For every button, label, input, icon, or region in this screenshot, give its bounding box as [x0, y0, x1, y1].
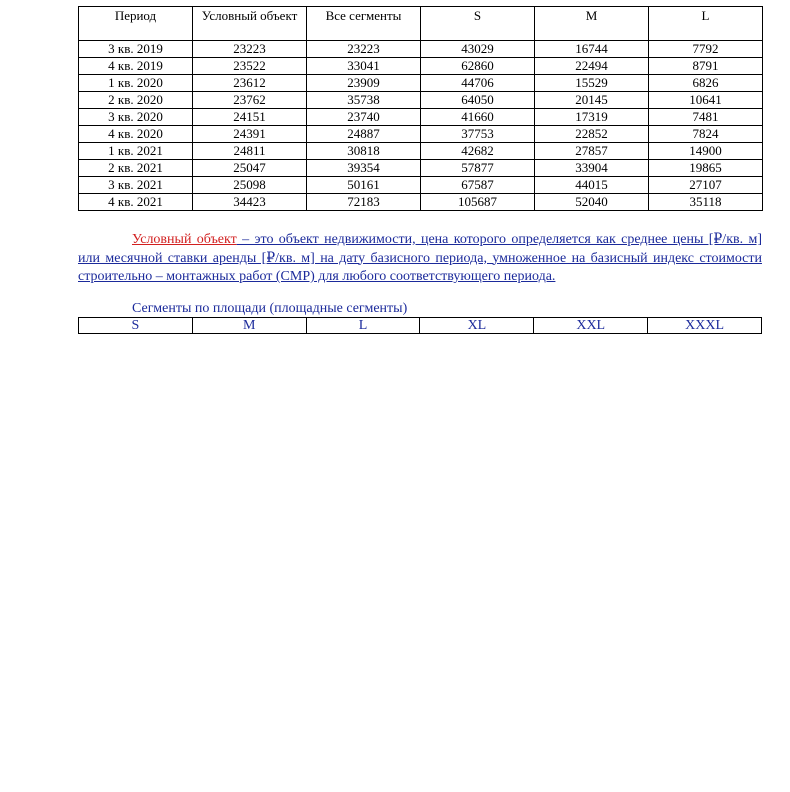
period-cell: 4 кв. 2020 [79, 126, 193, 143]
table-row [79, 75, 763, 92]
table-row [79, 143, 763, 160]
value-cell: 7824 [649, 126, 763, 143]
value-cell: 24391 [193, 126, 307, 143]
document-page [78, 6, 762, 334]
table-header-row [79, 7, 763, 41]
period-cell: 3 кв. 2021 [79, 177, 193, 194]
period-cell: 3 кв. 2019 [79, 41, 193, 58]
price-index-table [78, 6, 763, 211]
value-cell: 105687 [421, 194, 535, 211]
table-row [79, 92, 763, 109]
value-cell: 10641 [649, 92, 763, 109]
value-cell: 16744 [535, 41, 649, 58]
value-cell: 20145 [535, 92, 649, 109]
value-cell: 27857 [535, 143, 649, 160]
value-cell: 23740 [307, 109, 421, 126]
value-cell: 34423 [193, 194, 307, 211]
value-cell: 23612 [193, 75, 307, 92]
segments-row [79, 317, 762, 333]
table-row [79, 41, 763, 58]
header-l: L [649, 7, 763, 41]
table-row [79, 109, 763, 126]
value-cell: 23909 [307, 75, 421, 92]
header-period: Период [79, 7, 193, 41]
value-cell: 44015 [535, 177, 649, 194]
value-cell: 19865 [649, 160, 763, 177]
table-row [79, 177, 763, 194]
value-cell: 8791 [649, 58, 763, 75]
segment-cell: L [306, 317, 420, 333]
segment-cell: M [192, 317, 306, 333]
value-cell: 30818 [307, 143, 421, 160]
value-cell: 67587 [421, 177, 535, 194]
value-cell: 6826 [649, 75, 763, 92]
value-cell: 15529 [535, 75, 649, 92]
period-cell: 4 кв. 2021 [79, 194, 193, 211]
table-row [79, 126, 763, 143]
value-cell: 50161 [307, 177, 421, 194]
value-cell: 72183 [307, 194, 421, 211]
value-cell: 25098 [193, 177, 307, 194]
value-cell: 24811 [193, 143, 307, 160]
value-cell: 42682 [421, 143, 535, 160]
value-cell: 24887 [307, 126, 421, 143]
value-cell: 57877 [421, 160, 535, 177]
value-cell: 14900 [649, 143, 763, 160]
segments-title: Сегменты по площади (площадные сегменты) [132, 300, 408, 316]
value-cell: 24151 [193, 109, 307, 126]
period-cell: 3 кв. 2020 [79, 109, 193, 126]
value-cell: 27107 [649, 177, 763, 194]
value-cell: 39354 [307, 160, 421, 177]
table-row [79, 58, 763, 75]
segment-cell: XXL [534, 317, 648, 333]
value-cell: 23223 [307, 41, 421, 58]
header-conditional-object: Условный объект [193, 7, 307, 41]
segments-table [78, 317, 762, 334]
segment-cell: XL [420, 317, 534, 333]
value-cell: 62860 [421, 58, 535, 75]
value-cell: 52040 [535, 194, 649, 211]
period-cell: 2 кв. 2020 [79, 92, 193, 109]
value-cell: 22852 [535, 126, 649, 143]
value-cell: 7481 [649, 109, 763, 126]
definition-term: Условный объект [132, 232, 237, 247]
header-all-segments: Все сегменты [307, 7, 421, 41]
value-cell: 35738 [307, 92, 421, 109]
value-cell: 17319 [535, 109, 649, 126]
period-cell: 4 кв. 2019 [79, 58, 193, 75]
period-cell: 2 кв. 2021 [79, 160, 193, 177]
value-cell: 25047 [193, 160, 307, 177]
table-row [79, 160, 763, 177]
value-cell: 7792 [649, 41, 763, 58]
value-cell: 33041 [307, 58, 421, 75]
definition-paragraph [78, 231, 762, 287]
header-m: M [535, 7, 649, 41]
value-cell: 23762 [193, 92, 307, 109]
header-s: S [421, 7, 535, 41]
value-cell: 33904 [535, 160, 649, 177]
value-cell: 23223 [193, 41, 307, 58]
segment-cell: XXXL [648, 317, 762, 333]
segment-cell: S [79, 317, 193, 333]
table-body [79, 41, 763, 211]
value-cell: 64050 [421, 92, 535, 109]
period-cell: 1 кв. 2020 [79, 75, 193, 92]
value-cell: 41660 [421, 109, 535, 126]
value-cell: 23522 [193, 58, 307, 75]
value-cell: 43029 [421, 41, 535, 58]
value-cell: 22494 [535, 58, 649, 75]
definition-text: – это объект недвижимости, цена которого определяется как среднее цены [₽/кв. м] или месячной ставки аренды [₽/кв. м] на дату базисного периода, умноженное на базисный индекс стоимости строительно – монтажных работ (СМР) для любого соответствующего периода. [78, 232, 762, 285]
table-row [79, 194, 763, 211]
value-cell: 37753 [421, 126, 535, 143]
value-cell: 35118 [649, 194, 763, 211]
value-cell: 44706 [421, 75, 535, 92]
period-cell: 1 кв. 2021 [79, 143, 193, 160]
